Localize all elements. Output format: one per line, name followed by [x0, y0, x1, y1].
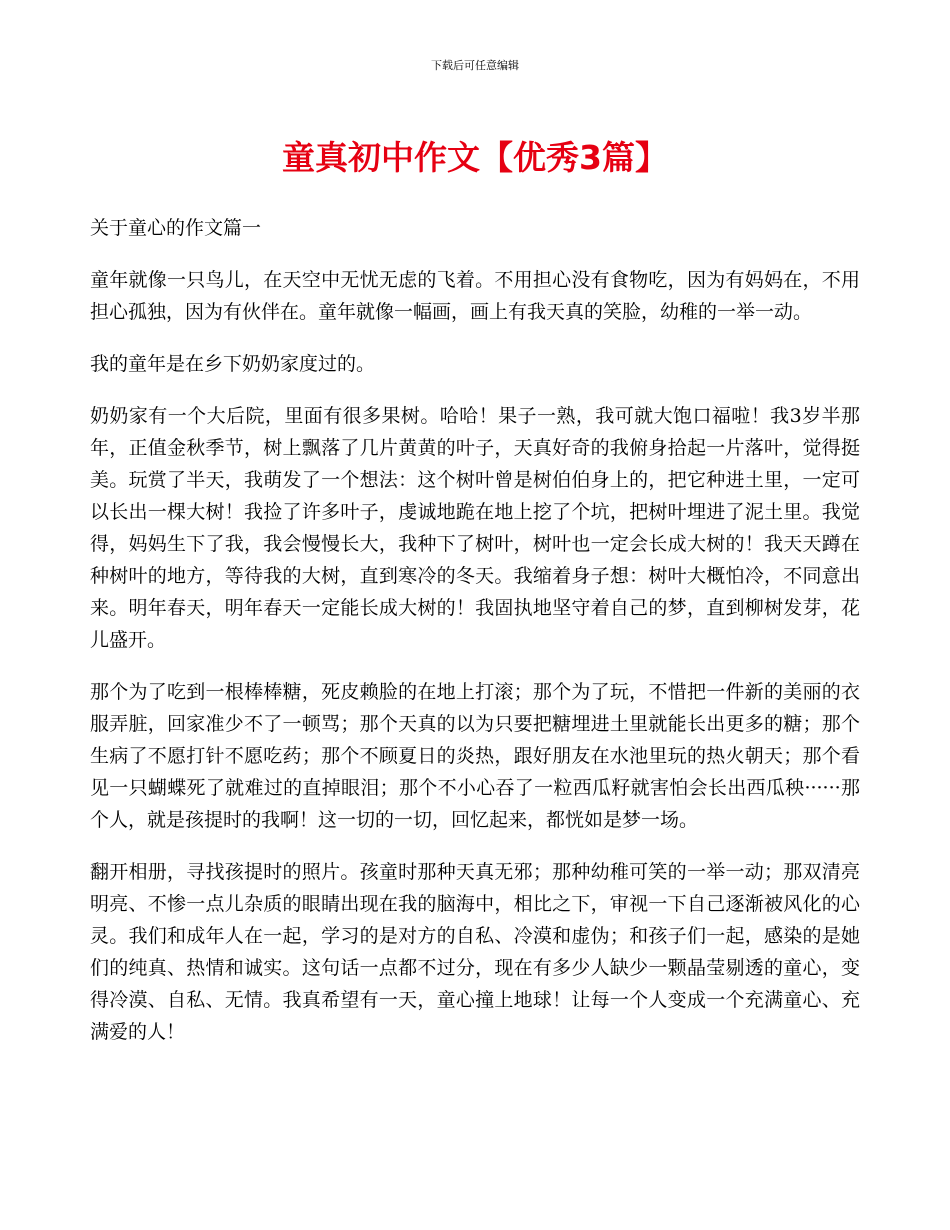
paragraph: 翻开相册，寻找孩提时的照片。孩童时那种天真无邪；那种幼稚可笑的一举一动；那双清亮明亮、不惨一点儿杂质的眼睛出现在我的脑海中，相比之下，审视一下自己逐渐被风化的心灵。我们和成年人在一起，学习的是对方的自私、冷漠和虚伪；和孩子们一起，感染的是她们的纯真、热情和诚实。这句话一点都不过分，现在有多少人缺少一颗晶莹剔透的童心，变得冷漠、自私、无情。我真希望有一天，童心撞上地球！让每一个人变成一个充满童心、充满爱的人！: [90, 861, 860, 1043]
paragraph: 那个为了吃到一根棒棒糖，死皮赖脸的在地上打滚；那个为了玩，不惜把一件新的美丽的衣服弄脏，回家准少不了一顿骂；那个天真的以为只要把糖埋进土里就能长出更多的糖；那个生病了不愿打针不愿吃药；那个不顾夏日的炎热，跟好朋友在水池里玩的热火朝天；那个看见一只蝴蝶死了就难过的直掉眼泪；那个不小心吞了一粒西瓜籽就害怕会长出西瓜秧······那个人，就是孩提时的我啊！这一切的一切，回忆起来，都恍如是梦一场。: [90, 681, 860, 831]
header-note: 下载后可任意编辑: [431, 59, 519, 72]
section-heading: 关于童心的作文篇一: [90, 217, 262, 239]
paragraph: 童年就像一只鸟儿，在天空中无忧无虑的飞着。不用担心没有食物吃，因为有妈妈在，不用担心孤独，因为有伙伴在。童年就像一幅画，画上有我天真的笑脸，幼稚的一举一动。: [90, 269, 860, 323]
document-body: [90, 212, 860, 1068]
paragraph: 我的童年是在乡下奶奶家度过的。: [90, 353, 376, 375]
paragraph: 奶奶家有一个大后院，里面有很多果树。哈哈！果子一熟，我可就大饱口福啦！我3岁半那年，正值金秋季节，树上飘落了几片黄黄的叶子，天真好奇的我俯身拾起一片落叶，觉得挺美。玩赏了半天，我萌发了一个想法：这个树叶曾是树伯伯身上的，把它种进土里，一定可以长出一棵大树！我捡了许多叶子，虔诚地跪在地上挖了个坑，把树叶埋进了泥土里。我觉得，妈妈生下了我，我会慢慢长大，我种下了树叶，树叶也一定会长成大树的！我天天蹲在种树叶的地方，等待我的大树，直到寒冷的冬天。我缩着身子想：树叶大概怕冷，不同意出来。明年春天，明年春天一定能长成大树的！我固执地坚守着自己的梦，直到柳树发芽，花儿盛开。: [90, 405, 860, 651]
document-title: 童真初中作文【优秀3篇】: [282, 138, 668, 177]
